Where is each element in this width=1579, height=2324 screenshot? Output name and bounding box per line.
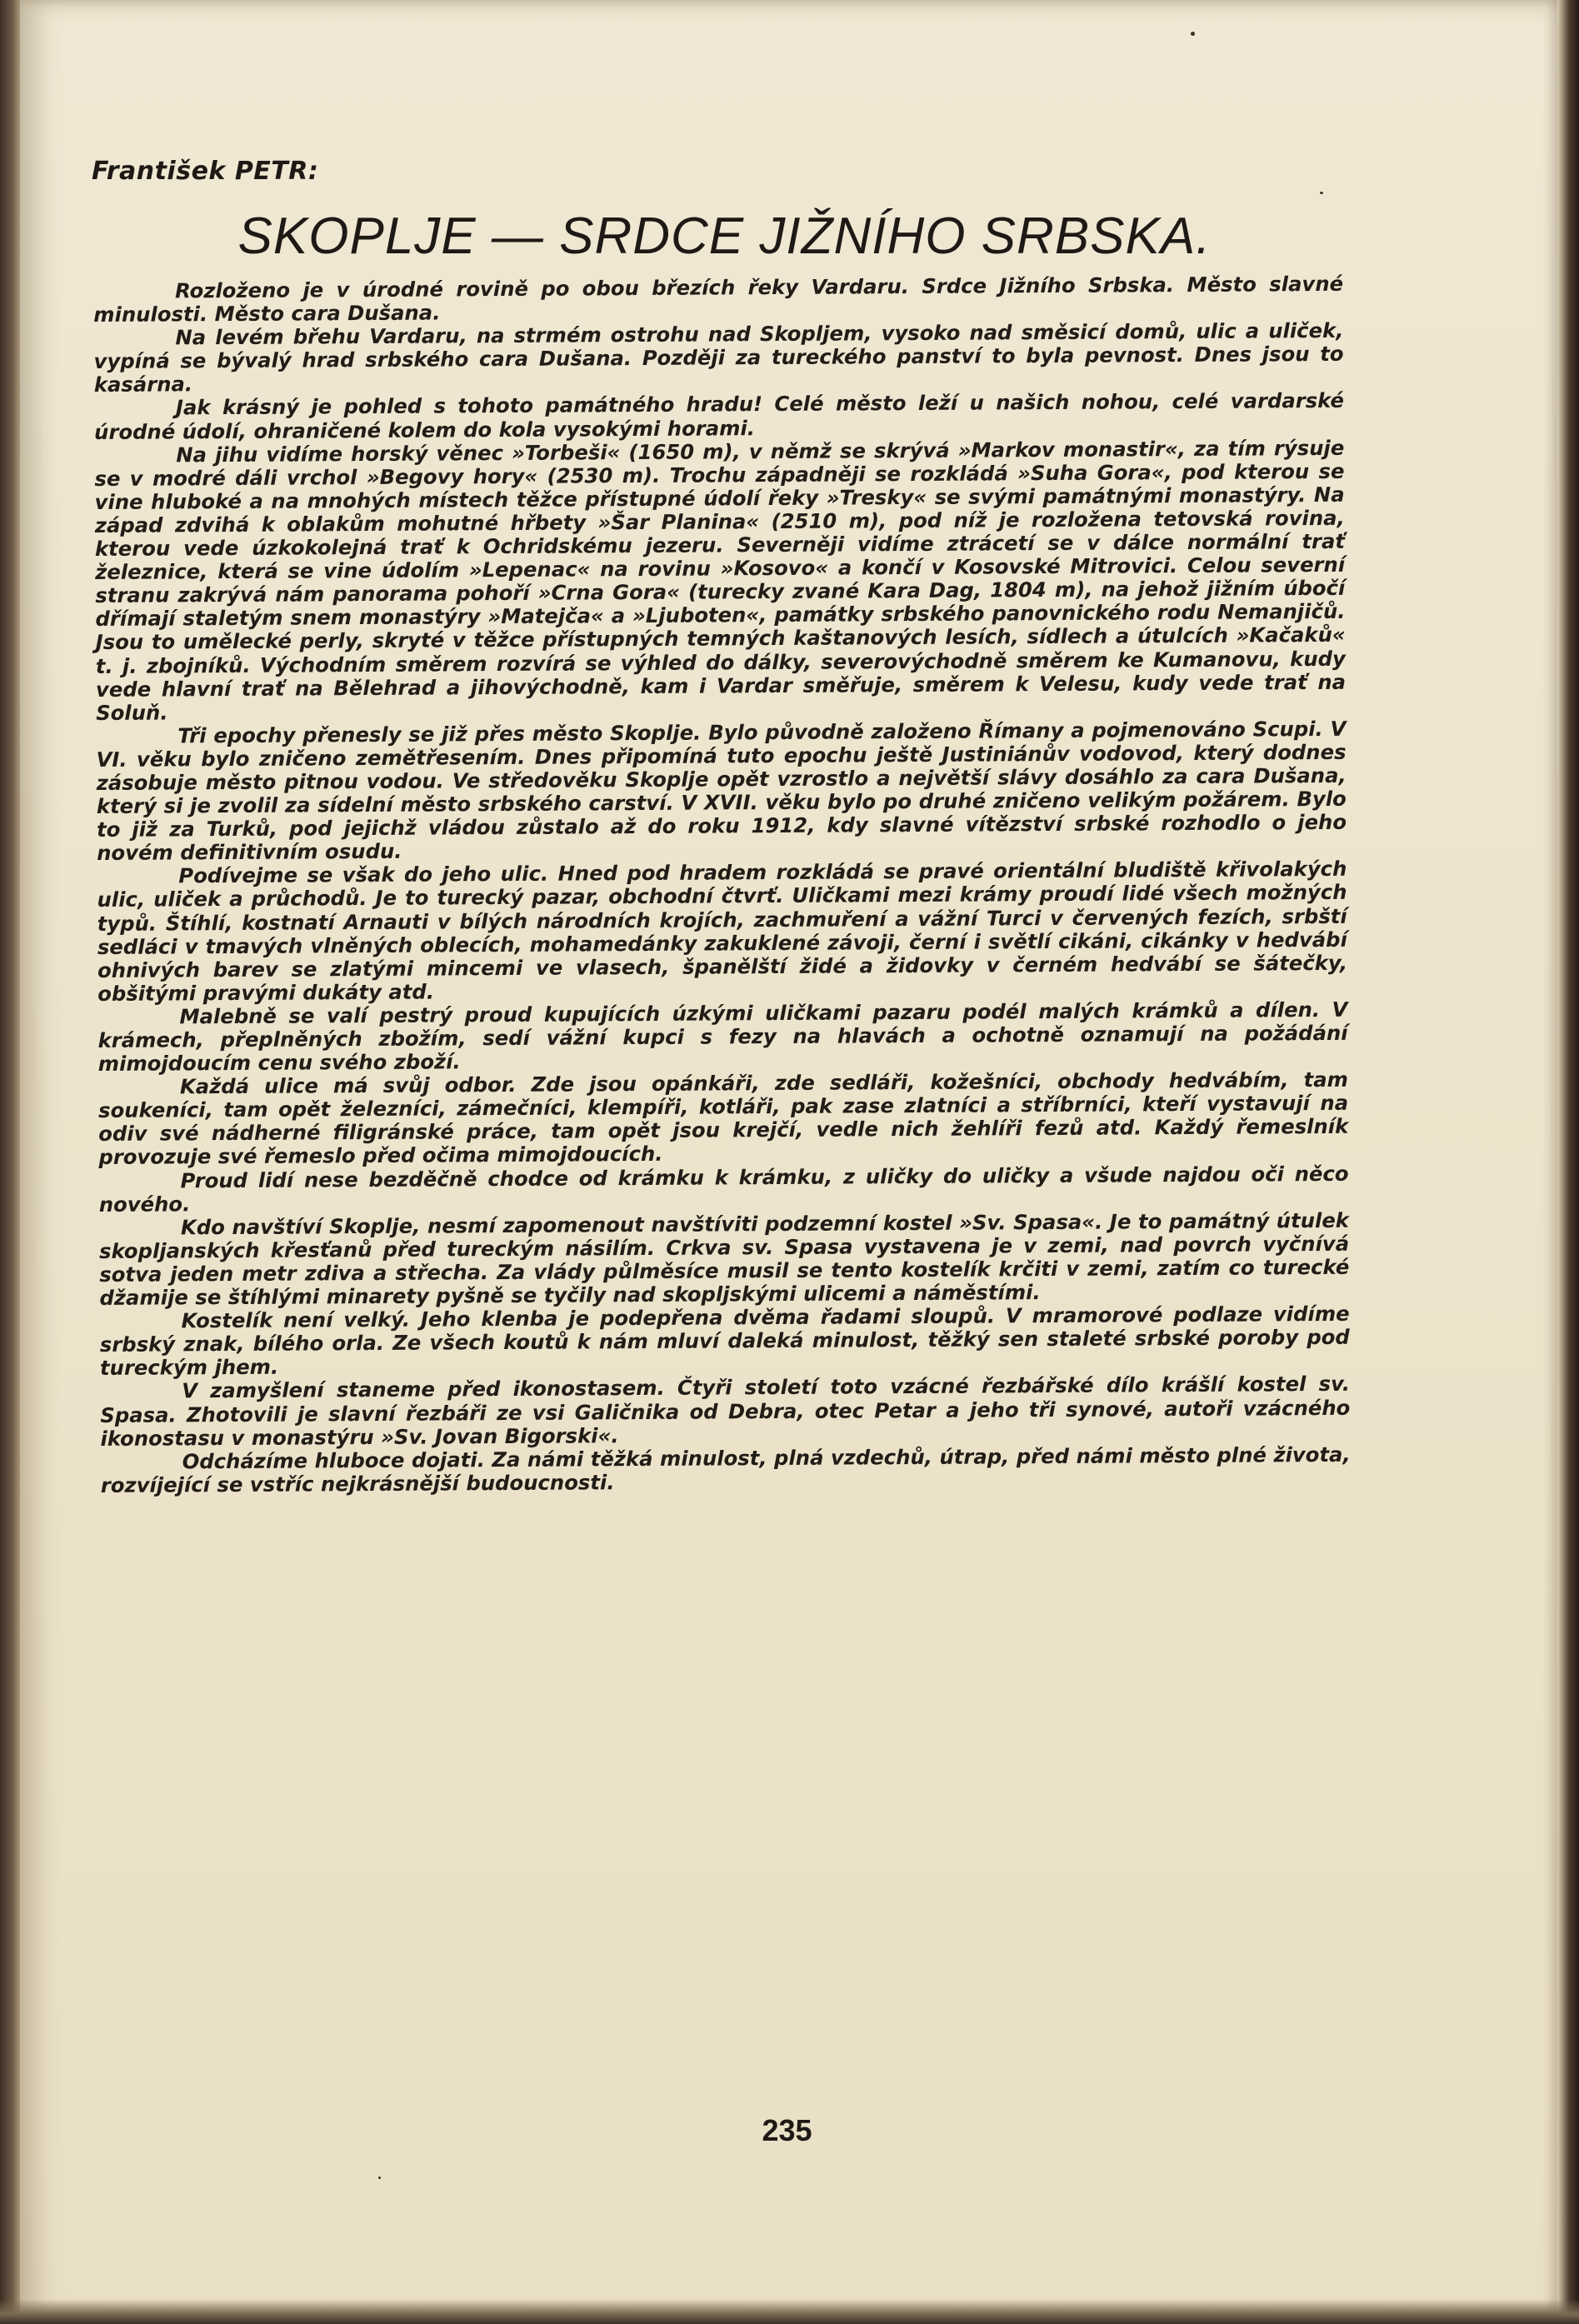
paper-speck	[1191, 32, 1195, 36]
article-title: SKOPLJE — SRDCE JIŽNÍHO SRBSKA.	[237, 207, 1212, 265]
paragraph: Kostelík není velký. Jeho klenba je podepřena dvěma řadami sloupů. V mramorové podlaze vidíme srbský znak, bílého orla. Ze všech koutů k nám mluví daleká minulost, těžký sen staleté srbské poroby pod tureckým jhem.	[99, 1301, 1350, 1381]
paragraph: Proud lidí nese bezděčně chodce od krámku k krámku, z uličky do uličky a všude najdou oči něco nového.	[98, 1161, 1349, 1217]
paper-speck	[378, 2177, 381, 2179]
paragraph: Každá ulice má svůj odbor. Zde jsou opánkáři, zde sedláři, kožešníci, obchody hedvábím, tam soukeníci, tam opět železníci, zámečníci, klempíři, kotláři, pak zase zlatníci a stříbrníci, kteří vystavují na odiv své nádherné filigránské práce, tam opět jsou krejčí, vedle nich žehlíři fezů atd. Každý řemeslník provozuje své řemeslo před očima mimojdoucích.	[98, 1067, 1349, 1170]
paragraph: Rozloženo je v úrodné rovině po obou březích řeky Vardaru. Srdce Jižního Srbska. Město slavné minulosti. Město cara Dušana.	[93, 271, 1344, 327]
paragraph: Tři epochy přenesly se již přes město Skoplje. Bylo původně založeno Římany a pojmenováno Scupi. V VI. věku bylo zničeno zemětřesením. Dnes připomíná tuto epochu ještě Justiniánův vodovod, který dodnes zásobuje město pitnou vodou. Ve středověku Skoplje opět vzrostlo a největší slávy dosáhlo za cara Dušana, který si je zvolil za sídelní město srbského carství. V XVII. věku bylo po druhé zničeno velikým požárem. Bylo to již za Turků, pod jejichž vládou zůstalo až do roku 1912, kdy slavné vítězství srbské rozhodlo o jeho novém definitivním osudu.	[96, 716, 1347, 866]
paragraph: Na jihu vidíme horský věnec »Torbeši« (1650 m), v němž se skrývá »Markov monastir«, za tím rýsuje se v modré dáli vrchol »Begovy hory« (2530 m). Trochu západněji se rozkládá »Suha Gora«, pod kterou se vine hluboké a na mnohých místech těžce přístupné údolí řeky »Tresky« se svými památnými monastýry. Na západ zdvihá k oblakům mohutné hřbety »Šar Planina« (2510 m), pod níž je rozložena tetovská rovina, kterou vede úzkokolejná trať k Ochridskému jezeru. Severněji vidíme ztrácetí se v dálce normální trať železnice, která se vine údolím »Lepenac« na rovinu »Kosovo« a končí v Kosovské Mitrovici. Celou severní stranu zakrývá nám panorama pohoří »Crna Gora« (turecky zvané Kara Dag, 1804 m), na jehož jižním úbočí dřímají staletým snem monastýry »Matejča« a »Ljuboten«, památky srbského panovnického rodu Nemanjičů. Jsou to umělecké perly, skryté v těžce přístupných temných kaštanových lesích, sídlech a útulcích »Kačaků« t. j. zbojníků. Východním směrem rozvírá se výhled do dálky, severovýchodně směrem ke Kumanovu, kudy vede hlavní trať na Bělehrad a jihovýchodně, kam i Vardar směřuje, směrem k Velesu, kudy vede trať na Soluň.	[94, 435, 1347, 725]
paragraph: Kdo navštíví Skoplje, nesmí zapomenout navštíviti podzemní kostel »Sv. Spasa«. Je to památný útulek skopljanských křesťanů před tureckým násilím. Crkva sv. Spasa vystavena je v zemi, nad povrch vyčnívá sotva jeden metr zdiva a střecha. Za vlády půlměsíce musil se tento kostelík krčiti v zemi, zatím co turecké džamije se štíhlými minarety pyšně se tyčily nad skopljskými ulicemi a náměstími.	[99, 1207, 1350, 1311]
binding-edge	[0, 0, 20, 2324]
page-bottom-edge	[0, 2299, 1579, 2324]
page-edge-shadow	[1557, 0, 1579, 2324]
paragraph: Odcházíme hluboce dojati. Za námi těžká minulost, plná vzdechů, útrap, před námi město plné života, rozvíjející se vstříc nejkrásnější budoucnosti.	[100, 1442, 1351, 1497]
paper-speck	[1320, 192, 1323, 194]
author-byline: František PETR:	[92, 157, 319, 186]
paragraph: Jak krásný je pohled s tohoto památného hradu! Celé město leží u našich nohou, celé vardarské úrodné údolí, ohraničené kolem do kola vysokými horami.	[94, 388, 1345, 444]
page-number: 235	[762, 2113, 812, 2147]
paragraph: Na levém břehu Vardaru, na strmém ostrohu nad Skopljem, vysoko nad směsicí domů, ulic a uliček, vypíná se bývalý hrad srbského cara Dušana. Později za tureckého panství to byla pevnost. Dnes jsou to kasárna.	[93, 318, 1344, 397]
paragraph: Podívejme se však do jeho ulic. Hned pod hradem rozkládá se pravé orientální bludiště křivolakých ulic, uliček a průchodů. Je to turecký pazar, obchodní čtvrť. Uličkami mezi krámy proudí lidé všech možných typů. Štíhlí, kostnatí Arnauti v bílých národních krojích, zachmuření a vážní Turci v červených fezích, srbští sedláci v tmavých vlněných oblecích, mohamedánky zakuklené závoji, černí i světlí cikáni, cikánky v hedvábí ohnivých barev se zlatými mincemi ve vlasech, španělští židé a židovky v černém hedvábí se šátečky, obšitými pravými dukáty atd.	[97, 857, 1348, 1006]
paragraph: V zamyšlení staneme před ikonostasem. Čtyři století toto vzácné řezbářské dílo krášlí kostel sv. Spasa. Zhotovili je slavní řezbáři ze vsi Galičnika od Debra, otec Petar a jeho tři synové, autoři vzácného ikonostasu v monastýru »Sv. Jovan Bigorski«.	[100, 1372, 1351, 1451]
article-body	[93, 272, 1351, 1497]
paragraph: Malebně se valí pestrý proud kupujících úzkými uličkami pazaru podél malých krámků a dílen. V krámech, přeplněných zbožím, sedí vážní kupci s fezy na hlavách a ochotně oznamují na požádání mimojdoucím cenu svého zboží.	[97, 997, 1348, 1077]
